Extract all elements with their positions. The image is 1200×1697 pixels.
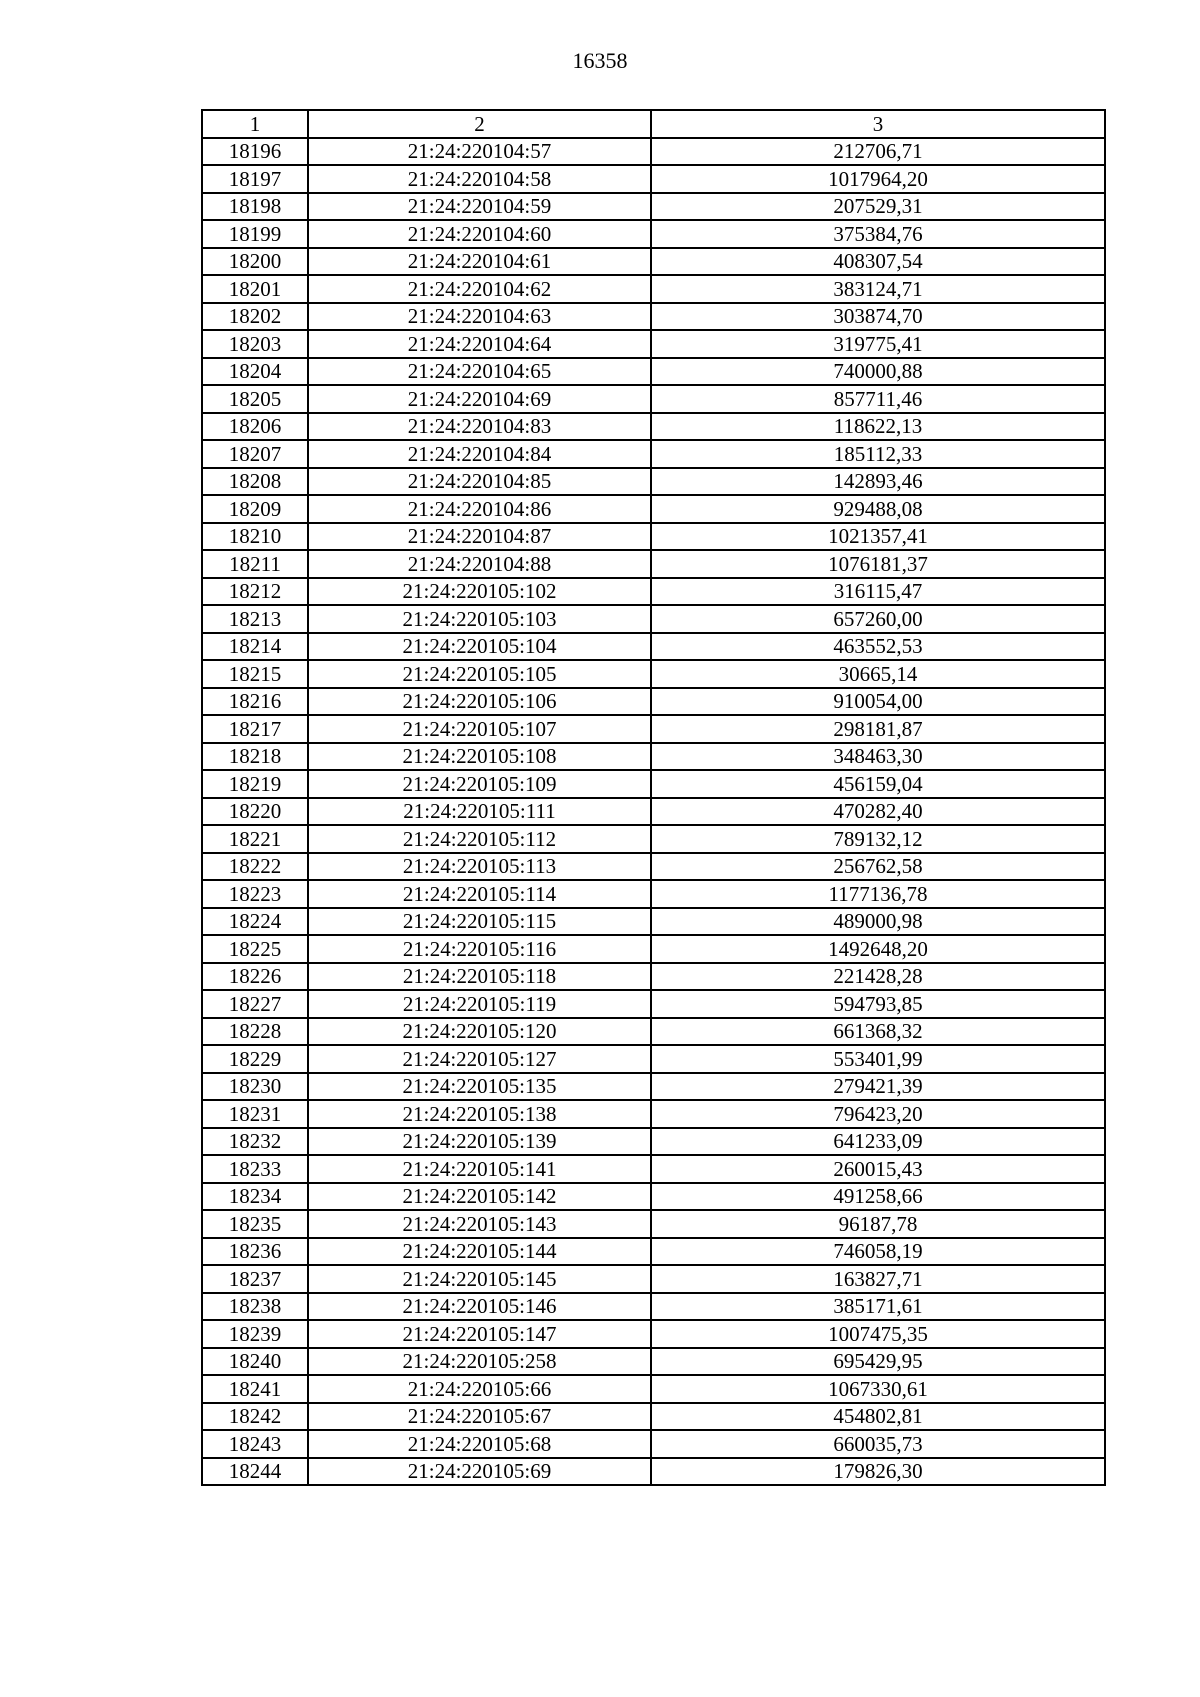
- value-cell: 1017964,20: [651, 165, 1105, 193]
- table-row: [202, 1403, 1105, 1431]
- cadastral-number-cell: 21:24:220105:115: [308, 908, 651, 936]
- row-number-cell: 18204: [202, 358, 308, 386]
- cadastral-number-cell: 21:24:220105:108: [308, 743, 651, 771]
- value-cell: 695429,95: [651, 1348, 1105, 1376]
- cadastral-number-cell: 21:24:220105:112: [308, 825, 651, 853]
- value-cell: 740000,88: [651, 358, 1105, 386]
- value-cell: 279421,39: [651, 1073, 1105, 1101]
- table-row: [202, 715, 1105, 743]
- value-cell: 303874,70: [651, 303, 1105, 331]
- row-number-cell: 18216: [202, 688, 308, 716]
- cadastral-number-cell: 21:24:220105:135: [308, 1073, 651, 1101]
- cadastral-number-cell: 21:24:220104:84: [308, 440, 651, 468]
- row-number-cell: 18218: [202, 743, 308, 771]
- row-number-cell: 18221: [202, 825, 308, 853]
- row-number-cell: 18219: [202, 770, 308, 798]
- cadastral-number-cell: 21:24:220105:67: [308, 1403, 651, 1431]
- table-row: [202, 1045, 1105, 1073]
- table-row: [202, 770, 1105, 798]
- cadastral-number-cell: 21:24:220105:107: [308, 715, 651, 743]
- table-row: [202, 468, 1105, 496]
- table-row: [202, 413, 1105, 441]
- row-number-cell: 18230: [202, 1073, 308, 1101]
- table-row: [202, 935, 1105, 963]
- table-row: [202, 1458, 1105, 1486]
- cadastral-number-cell: 21:24:220105:102: [308, 578, 651, 606]
- row-number-cell: 18237: [202, 1265, 308, 1293]
- table-row: [202, 550, 1105, 578]
- value-cell: 348463,30: [651, 743, 1105, 771]
- value-cell: 594793,85: [651, 990, 1105, 1018]
- cadastral-number-cell: 21:24:220104:59: [308, 193, 651, 221]
- cadastral-number-cell: 21:24:220105:118: [308, 963, 651, 991]
- value-cell: 553401,99: [651, 1045, 1105, 1073]
- table-row: [202, 193, 1105, 221]
- cadastral-number-cell: 21:24:220105:119: [308, 990, 651, 1018]
- value-cell: 491258,66: [651, 1183, 1105, 1211]
- row-number-cell: 18225: [202, 935, 308, 963]
- table-row: [202, 1100, 1105, 1128]
- value-cell: 489000,98: [651, 908, 1105, 936]
- row-number-cell: 18215: [202, 660, 308, 688]
- value-cell: 470282,40: [651, 798, 1105, 826]
- cadastral-number-cell: 21:24:220105:116: [308, 935, 651, 963]
- cadastral-number-cell: 21:24:220105:144: [308, 1238, 651, 1266]
- table-row: [202, 1155, 1105, 1183]
- row-number-cell: 18197: [202, 165, 308, 193]
- table-row: [202, 303, 1105, 331]
- cadastral-number-cell: 21:24:220104:62: [308, 275, 651, 303]
- value-cell: 789132,12: [651, 825, 1105, 853]
- row-number-cell: 18238: [202, 1293, 308, 1321]
- row-number-cell: 18207: [202, 440, 308, 468]
- row-number-cell: 18233: [202, 1155, 308, 1183]
- table-row: [202, 825, 1105, 853]
- column-header-1: 1: [202, 110, 308, 138]
- value-cell: 1067330,61: [651, 1375, 1105, 1403]
- row-number-cell: 18227: [202, 990, 308, 1018]
- value-cell: 454802,81: [651, 1403, 1105, 1431]
- cadastral-number-cell: 21:24:220105:147: [308, 1320, 651, 1348]
- table-row: [202, 358, 1105, 386]
- cadastral-number-cell: 21:24:220104:83: [308, 413, 651, 441]
- value-cell: 929488,08: [651, 495, 1105, 523]
- table-row: [202, 1430, 1105, 1458]
- row-number-cell: 18226: [202, 963, 308, 991]
- value-cell: 1076181,37: [651, 550, 1105, 578]
- value-cell: 746058,19: [651, 1238, 1105, 1266]
- row-number-cell: 18222: [202, 853, 308, 881]
- cadastral-number-cell: 21:24:220105:109: [308, 770, 651, 798]
- table-row: [202, 743, 1105, 771]
- value-cell: 661368,32: [651, 1018, 1105, 1046]
- row-number-cell: 18224: [202, 908, 308, 936]
- row-number-cell: 18209: [202, 495, 308, 523]
- table-row: [202, 495, 1105, 523]
- table-row: [202, 138, 1105, 166]
- cadastral-number-cell: 21:24:220105:114: [308, 880, 651, 908]
- table-row: [202, 275, 1105, 303]
- cadastral-number-cell: 21:24:220105:69: [308, 1458, 651, 1486]
- cadastral-number-cell: 21:24:220105:120: [308, 1018, 651, 1046]
- cadastral-number-cell: 21:24:220104:69: [308, 385, 651, 413]
- row-number-cell: 18201: [202, 275, 308, 303]
- row-number-cell: 18206: [202, 413, 308, 441]
- value-cell: 256762,58: [651, 853, 1105, 881]
- row-number-cell: 18202: [202, 303, 308, 331]
- cadastral-number-cell: 21:24:220105:139: [308, 1128, 651, 1156]
- value-cell: 857711,46: [651, 385, 1105, 413]
- table-row: [202, 660, 1105, 688]
- table-row: [202, 908, 1105, 936]
- table-row: [202, 1348, 1105, 1376]
- value-cell: 383124,71: [651, 275, 1105, 303]
- value-cell: 408307,54: [651, 248, 1105, 276]
- table-row: [202, 330, 1105, 358]
- row-number-cell: 18242: [202, 1403, 308, 1431]
- value-cell: 163827,71: [651, 1265, 1105, 1293]
- table-row: [202, 633, 1105, 661]
- row-number-cell: 18220: [202, 798, 308, 826]
- value-cell: 179826,30: [651, 1458, 1105, 1486]
- table-row: [202, 248, 1105, 276]
- value-cell: 1177136,78: [651, 880, 1105, 908]
- row-number-cell: 18228: [202, 1018, 308, 1046]
- table-row: [202, 1183, 1105, 1211]
- row-number-cell: 18231: [202, 1100, 308, 1128]
- table-row: [202, 963, 1105, 991]
- value-cell: 641233,09: [651, 1128, 1105, 1156]
- cadastral-number-cell: 21:24:220105:111: [308, 798, 651, 826]
- value-cell: 30665,14: [651, 660, 1105, 688]
- cadastral-number-cell: 21:24:220105:66: [308, 1375, 651, 1403]
- cadastral-number-cell: 21:24:220105:104: [308, 633, 651, 661]
- row-number-cell: 18196: [202, 138, 308, 166]
- row-number-cell: 18241: [202, 1375, 308, 1403]
- table-row: [202, 1375, 1105, 1403]
- row-number-cell: 18205: [202, 385, 308, 413]
- row-number-cell: 18214: [202, 633, 308, 661]
- value-cell: 385171,61: [651, 1293, 1105, 1321]
- cadastral-number-cell: 21:24:220104:87: [308, 523, 651, 551]
- table-row: [202, 1320, 1105, 1348]
- row-number-cell: 18234: [202, 1183, 308, 1211]
- table-row: [202, 1073, 1105, 1101]
- table-row: [202, 990, 1105, 1018]
- column-header-3: 3: [651, 110, 1105, 138]
- row-number-cell: 18235: [202, 1210, 308, 1238]
- cadastral-number-cell: 21:24:220104:57: [308, 138, 651, 166]
- row-number-cell: 18240: [202, 1348, 308, 1376]
- value-cell: 118622,13: [651, 413, 1105, 441]
- row-number-cell: 18223: [202, 880, 308, 908]
- value-cell: 1492648,20: [651, 935, 1105, 963]
- value-cell: 1007475,35: [651, 1320, 1105, 1348]
- cadastral-number-cell: 21:24:220105:113: [308, 853, 651, 881]
- row-number-cell: 18213: [202, 605, 308, 633]
- value-cell: 910054,00: [651, 688, 1105, 716]
- page-number: 16358: [572, 48, 628, 73]
- table-row: [202, 1018, 1105, 1046]
- row-number-cell: 18229: [202, 1045, 308, 1073]
- table-row: [202, 440, 1105, 468]
- table-row: [202, 1238, 1105, 1266]
- value-cell: 660035,73: [651, 1430, 1105, 1458]
- table-row: [202, 688, 1105, 716]
- row-number-cell: 18208: [202, 468, 308, 496]
- cadastral-number-cell: 21:24:220104:65: [308, 358, 651, 386]
- value-cell: 796423,20: [651, 1100, 1105, 1128]
- cadastral-number-cell: 21:24:220105:103: [308, 605, 651, 633]
- cadastral-number-cell: 21:24:220104:86: [308, 495, 651, 523]
- value-cell: 207529,31: [651, 193, 1105, 221]
- table-row: [202, 798, 1105, 826]
- table-header-row: [202, 110, 1105, 138]
- row-number-cell: 18232: [202, 1128, 308, 1156]
- value-cell: 96187,78: [651, 1210, 1105, 1238]
- value-cell: 1021357,41: [651, 523, 1105, 551]
- table-row: [202, 385, 1105, 413]
- row-number-cell: 18200: [202, 248, 308, 276]
- row-number-cell: 18203: [202, 330, 308, 358]
- row-number-cell: 18198: [202, 193, 308, 221]
- cadastral-number-cell: 21:24:220104:60: [308, 220, 651, 248]
- table-row: [202, 880, 1105, 908]
- cadastral-number-cell: 21:24:220105:138: [308, 1100, 651, 1128]
- row-number-cell: 18236: [202, 1238, 308, 1266]
- cadastral-number-cell: 21:24:220104:61: [308, 248, 651, 276]
- cadastral-number-cell: 21:24:220105:146: [308, 1293, 651, 1321]
- value-cell: 260015,43: [651, 1155, 1105, 1183]
- row-number-cell: 18199: [202, 220, 308, 248]
- table-body: [202, 138, 1105, 1486]
- value-cell: 298181,87: [651, 715, 1105, 743]
- data-table: [201, 109, 1106, 1486]
- row-number-cell: 18212: [202, 578, 308, 606]
- cadastral-number-cell: 21:24:220105:145: [308, 1265, 651, 1293]
- cadastral-number-cell: 21:24:220105:142: [308, 1183, 651, 1211]
- cadastral-number-cell: 21:24:220104:88: [308, 550, 651, 578]
- cadastral-number-cell: 21:24:220105:105: [308, 660, 651, 688]
- value-cell: 316115,47: [651, 578, 1105, 606]
- cadastral-number-cell: 21:24:220105:68: [308, 1430, 651, 1458]
- table-row: [202, 1265, 1105, 1293]
- value-cell: 463552,53: [651, 633, 1105, 661]
- cadastral-number-cell: 21:24:220104:63: [308, 303, 651, 331]
- column-header-2: 2: [308, 110, 651, 138]
- cadastral-number-cell: 21:24:220105:141: [308, 1155, 651, 1183]
- row-number-cell: 18239: [202, 1320, 308, 1348]
- cadastral-number-cell: 21:24:220105:143: [308, 1210, 651, 1238]
- table-row: [202, 578, 1105, 606]
- value-cell: 319775,41: [651, 330, 1105, 358]
- value-cell: 221428,28: [651, 963, 1105, 991]
- cadastral-number-cell: 21:24:220105:127: [308, 1045, 651, 1073]
- value-cell: 142893,46: [651, 468, 1105, 496]
- value-cell: 212706,71: [651, 138, 1105, 166]
- table-row: [202, 605, 1105, 633]
- table-row: [202, 1293, 1105, 1321]
- table-row: [202, 1210, 1105, 1238]
- table-row: [202, 165, 1105, 193]
- value-cell: 456159,04: [651, 770, 1105, 798]
- row-number-cell: 18211: [202, 550, 308, 578]
- cadastral-number-cell: 21:24:220105:258: [308, 1348, 651, 1376]
- table-row: [202, 1128, 1105, 1156]
- table-row: [202, 853, 1105, 881]
- row-number-cell: 18210: [202, 523, 308, 551]
- table-row: [202, 220, 1105, 248]
- row-number-cell: 18217: [202, 715, 308, 743]
- value-cell: 375384,76: [651, 220, 1105, 248]
- table-row: [202, 523, 1105, 551]
- cadastral-number-cell: 21:24:220104:64: [308, 330, 651, 358]
- cadastral-number-cell: 21:24:220105:106: [308, 688, 651, 716]
- cadastral-number-cell: 21:24:220104:85: [308, 468, 651, 496]
- value-cell: 657260,00: [651, 605, 1105, 633]
- cadastral-number-cell: 21:24:220104:58: [308, 165, 651, 193]
- row-number-cell: 18243: [202, 1430, 308, 1458]
- row-number-cell: 18244: [202, 1458, 308, 1486]
- value-cell: 185112,33: [651, 440, 1105, 468]
